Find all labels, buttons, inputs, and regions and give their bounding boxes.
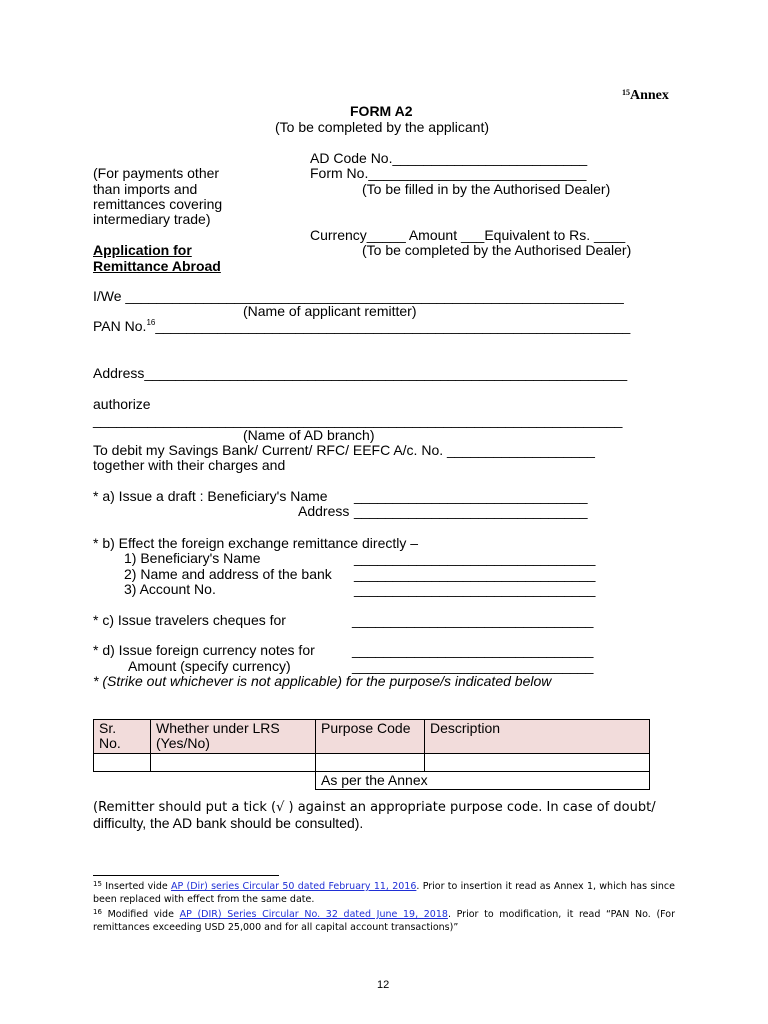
table-cell	[151, 772, 316, 790]
item-b-sub: 2) Name and address of the bank	[124, 566, 332, 582]
footnote-number: 16	[93, 908, 102, 916]
table-cell	[94, 772, 151, 790]
authorize-label: authorize	[93, 396, 151, 412]
left-note-line: intermediary trade)	[93, 211, 211, 227]
item-b-field[interactable]: _______________________________	[354, 566, 596, 582]
annex-label	[622, 88, 669, 104]
table-cell[interactable]	[151, 754, 316, 772]
item-a-beneficiary-field[interactable]: ______________________________	[354, 488, 588, 504]
ad-code-field[interactable]: AD Code No._________________________	[310, 150, 588, 166]
left-note-line: than imports and	[93, 181, 198, 197]
header-sr-no	[94, 720, 151, 754]
header-description	[425, 720, 650, 754]
header-text: Description	[430, 720, 501, 736]
strike-note: * (Strike out whichever is not applicable) for the purpose/s indicated below	[93, 673, 552, 689]
item-a-address-field[interactable]: ______________________________	[354, 503, 588, 519]
left-note-line: remittances covering	[93, 196, 223, 212]
currency-amount-field[interactable]: Currency_____ Amount ___Equivalent to Rs. ____	[310, 227, 626, 243]
header-text: Whether under LRS (Yes/No)	[156, 720, 280, 751]
footnote-16	[93, 908, 675, 934]
purpose-table	[93, 719, 650, 790]
item-d-amount-label: Amount (specify currency)	[128, 658, 291, 674]
filled-by-note: (To be filled in by the Authorised Dealer)	[362, 181, 611, 197]
table-cell[interactable]	[316, 754, 425, 772]
form-title: FORM A2	[350, 103, 413, 119]
item-a-label: * a) Issue a draft : Beneficiary's Name	[93, 488, 328, 504]
address-field[interactable]: Address______________________________________________________________	[93, 365, 628, 381]
footnote-number: 15	[93, 880, 102, 888]
item-b-field[interactable]: _______________________________	[354, 581, 596, 597]
pan-footnote-ref: 16	[146, 318, 156, 327]
item-b-sub: 1) Beneficiary's Name	[124, 550, 261, 566]
completed-by-note: (To be completed by the Authorised Dealer)	[362, 242, 632, 258]
item-b-sub: 3) Account No.	[124, 581, 216, 597]
header-lrs	[151, 720, 316, 754]
table-cell[interactable]	[425, 754, 650, 772]
applicant-name-caption: (Name of applicant remitter)	[243, 303, 417, 319]
form-no-field[interactable]: Form No.____________________________	[310, 165, 587, 181]
annex-cell: As per the Annex	[316, 772, 650, 790]
footnote-text: Modified vide	[101, 909, 180, 920]
pan-field[interactable]	[93, 318, 630, 334]
table-row	[94, 772, 650, 790]
footnote-text: . Prior to insertion it read as Annex 1, which has since been replaced with effect from the same date.	[93, 881, 675, 905]
table-row	[94, 754, 650, 772]
item-d-field[interactable]: _______________________________	[352, 642, 594, 658]
form-subtitle: (To be completed by the applicant)	[275, 119, 490, 135]
footnote-text: . Prior to modification, it read “PAN No. (For remittances exceeding USD 25,000 and for all capital account transactions)”	[93, 909, 675, 933]
remitter-note: difficulty, the AD bank should be consulted).	[93, 815, 364, 831]
application-heading: Remittance Abroad	[93, 258, 221, 274]
table-header-row	[94, 720, 650, 754]
annex-text: Annex	[630, 88, 669, 103]
pan-label: PAN No.	[93, 318, 147, 334]
item-d-amount-field[interactable]: _______________________________	[352, 658, 594, 674]
account-debit-field[interactable]: To debit my Savings Bank/ Current/ RFC/ EEFC A/c. No. ___________________	[93, 442, 595, 458]
page-number: 12	[377, 979, 390, 991]
item-c-field[interactable]: _______________________________	[352, 612, 594, 628]
left-note-line: (For payments other	[93, 165, 220, 181]
footnote-15	[93, 880, 675, 906]
charges-line: together with their charges and	[93, 457, 286, 473]
ad-branch-caption: (Name of AD branch)	[243, 427, 375, 443]
item-b-field[interactable]: _______________________________	[354, 550, 596, 566]
item-c-label: * c) Issue travelers cheques for	[93, 612, 286, 628]
annex-footnote-ref: 15	[622, 88, 630, 97]
footnote-divider	[93, 875, 279, 876]
applicant-name-field[interactable]: I/We ________________________________________________________________	[93, 288, 624, 304]
header-text: Sr. No.	[99, 720, 121, 751]
item-a-address-label: Address	[298, 503, 350, 519]
footnote-text: Inserted vide	[101, 881, 172, 892]
ad-branch-field[interactable]: ____________________________________________________________________	[93, 412, 623, 428]
item-b-label: * b) Effect the foreign exchange remittance directly –	[93, 535, 419, 551]
header-purpose-code	[316, 720, 425, 754]
remitter-note: (Remitter should put a tick (√ ) against an appropriate purpose code. In case of doubt/	[93, 800, 656, 815]
footnote-link[interactable]: AP (DIR) Series Circular No. 32 dated June 19, 2018	[179, 909, 448, 920]
footnote-link[interactable]: AP (Dir) series Circular 50 dated February 11, 2016	[171, 881, 417, 892]
table-cell[interactable]	[94, 754, 151, 772]
item-d-label: * d) Issue foreign currency notes for	[93, 642, 315, 658]
application-heading: Application for	[93, 242, 192, 258]
header-text: Purpose Code	[321, 720, 411, 736]
pan-line: _____________________________________________________________	[155, 318, 631, 334]
